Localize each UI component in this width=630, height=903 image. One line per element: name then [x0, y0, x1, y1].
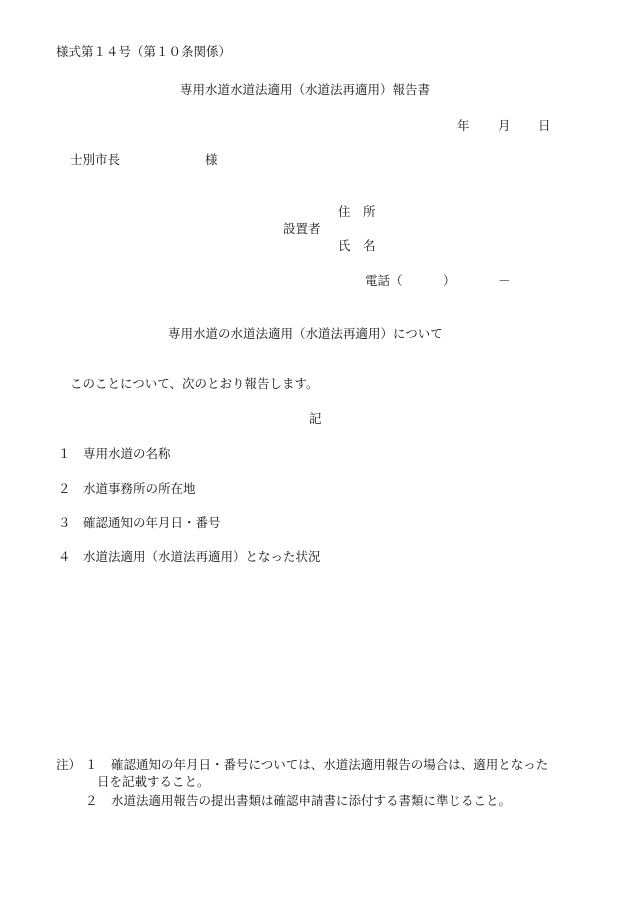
document-title: 専用水道水道法適用（水道法再適用）報告書	[180, 82, 431, 97]
note2-text: 水道法適用報告の提出書類は確認申請書に添付する書類に準じること。	[111, 793, 512, 808]
name-label: 氏 名	[338, 238, 376, 253]
note1-text-line1: 確認通知の年月日・番号については、水道法適用報告の場合は、適用となった	[111, 757, 549, 772]
note-number: １	[85, 757, 98, 772]
installer-label: 設置者	[283, 221, 321, 236]
item-label-confirmation-date-number: 確認通知の年月日・番号	[83, 515, 221, 530]
date-day-label: 日	[538, 118, 551, 133]
item-label-water-supply-name: 専用水道の名称	[83, 446, 171, 461]
item-number: １	[58, 446, 71, 461]
date-month-label: 月	[498, 118, 511, 133]
addressee-name: 士別市長	[70, 152, 121, 167]
date-year-label: 年	[457, 118, 470, 133]
item-number: ４	[58, 549, 71, 564]
note1-text-line2: 日を記載すること。	[97, 774, 210, 789]
note-number: ２	[85, 793, 98, 808]
item-label-office-location: 水道事務所の所在地	[83, 481, 196, 496]
body-text: このことについて、次のとおり報告します。	[70, 376, 319, 391]
item-number: ３	[58, 515, 71, 530]
phone-label: 電話（	[365, 273, 403, 288]
form-number: 様式第１４号（第１０条関係）	[56, 44, 232, 59]
item-label-application-status: 水道法適用（水道法再適用）となった状況	[83, 549, 321, 564]
ki-marker: 記	[309, 411, 322, 426]
item-number: ２	[58, 481, 71, 496]
addressee-honorific: 様	[205, 152, 218, 167]
phone-dash: －	[498, 273, 511, 288]
address-label: 住 所	[338, 204, 376, 219]
phone-close-paren: ）	[443, 273, 456, 288]
subject-line: 専用水道の水道法適用（水道法再適用）について	[168, 326, 443, 341]
note-prefix: 注）	[56, 757, 82, 772]
